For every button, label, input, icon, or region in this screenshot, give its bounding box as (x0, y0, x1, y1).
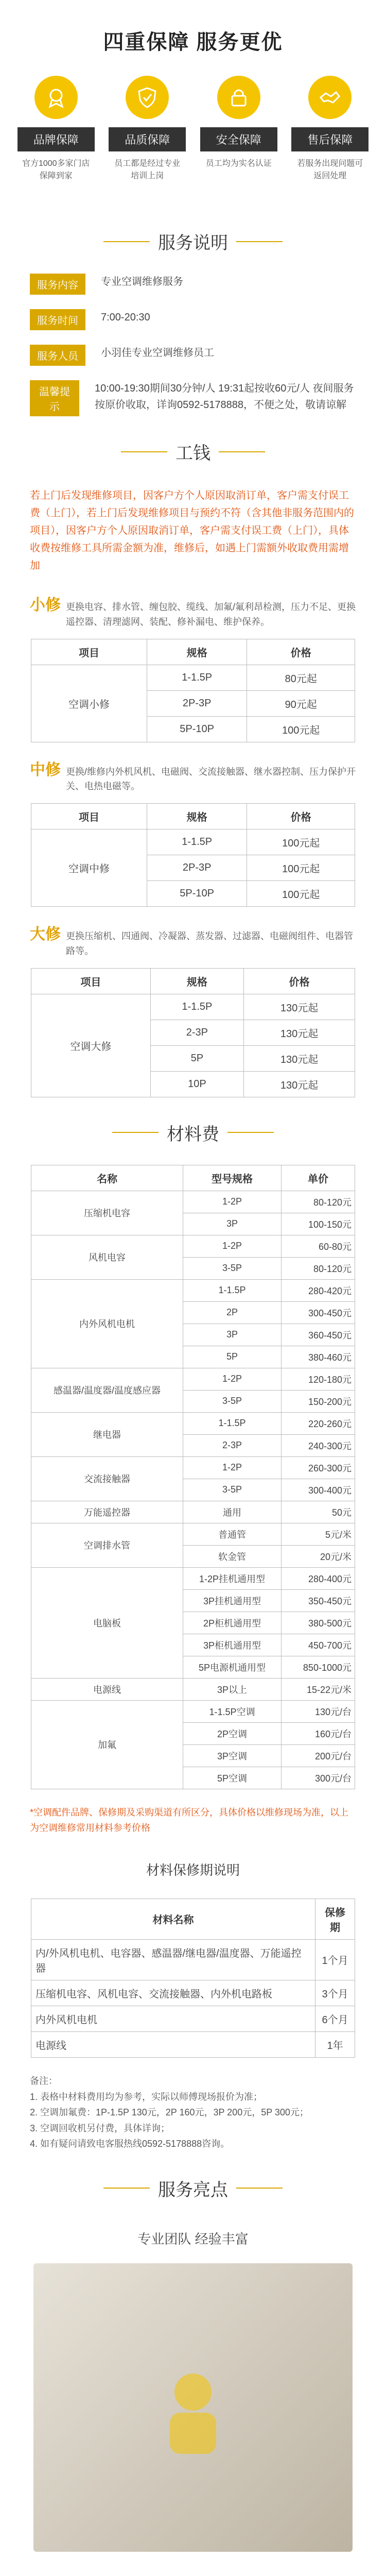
materials-section-title (0, 1105, 386, 1158)
table-cell: 1年 (315, 2031, 355, 2057)
table-cell: 220-260元 (282, 1412, 355, 1434)
price-table-medium (31, 803, 355, 907)
feature-caption (0, 2562, 386, 2576)
table-cell: 内/外风机电机、电容器、感温器/继电器/温度器、万能遥控器 (31, 1939, 315, 1980)
table-cell: 80-120元 (282, 1257, 355, 1279)
table-row (31, 1456, 355, 1479)
table-cell: 100元起 (247, 855, 355, 881)
table-cell: 100元起 (247, 716, 355, 742)
table-header: 规格 (147, 639, 247, 665)
table-row (31, 2006, 355, 2031)
table-row (31, 1523, 355, 1545)
badge-icon (34, 76, 78, 119)
note-line: 1. 表格中材料费用均为参考，实际以师傅现场报价为准； (30, 2091, 263, 2102)
table-row (31, 1700, 355, 1722)
table-cell: 380-500元 (282, 1612, 355, 1634)
table-cell: 感温器/温度器/温度感应器 (31, 1368, 183, 1412)
table-header: 价格 (244, 968, 355, 994)
table-cell: 万能遥控器 (31, 1501, 183, 1523)
table-cell: 100元起 (247, 881, 355, 907)
table-cell: 10P (150, 1071, 243, 1097)
table-cell: 压缩机电容、风机电容、交流接触器、内外机电路板 (31, 1980, 315, 2006)
service-list (0, 266, 386, 423)
feature-photo (33, 2263, 353, 2552)
table-cell: 80-120元 (282, 1191, 355, 1213)
table-cell: 继电器 (31, 1412, 183, 1456)
category-desc: 更换电容、排水管、缠包胶、缆线、加氟/氟利昂检测，压力不足、更换遥控器、清理滤网、装配、修补漏电、维护保养。 (66, 602, 356, 627)
category-name: 中修 (30, 761, 61, 778)
service-val: 专业空调维修服务 (101, 276, 183, 287)
table-header: 项目 (31, 968, 151, 994)
table-row (31, 1501, 355, 1523)
table-cell: 1个月 (315, 1939, 355, 1980)
table-cell: 交流接触器 (31, 1456, 183, 1501)
table-header: 单价 (282, 1165, 355, 1191)
table-cell: 5P (183, 1346, 282, 1368)
table-cell: 350-450元 (282, 1589, 355, 1612)
guarantee-label: 售后保障 (291, 127, 369, 151)
table-cell: 1-2P (183, 1456, 282, 1479)
table-cell: 6个月 (315, 2006, 355, 2031)
table-cell: 3P (183, 1213, 282, 1235)
service-val: 10:00-19:30期间30分钟/人 19:31起按收60元/人 夜间服务按原价收取，详询0592-5178888，不便之处，敬请谅解 (95, 383, 354, 411)
table-cell: 15-22元/米 (282, 1678, 355, 1700)
table-row (31, 1678, 355, 1700)
service-row (0, 302, 386, 337)
guarantee-brand (17, 76, 95, 182)
table-cell: 软金管 (183, 1545, 282, 1567)
service-val: 小羽佳专业空调维修员工 (101, 347, 214, 359)
table-cell: 空调大修 (31, 994, 151, 1097)
guarantee-desc: 员工都是经过专业培训上岗 (114, 159, 181, 180)
table-row (31, 1235, 355, 1257)
table-row (31, 1980, 355, 2006)
warranty-table (31, 1899, 355, 2058)
handshake-icon (308, 76, 352, 119)
table-header: 名称 (31, 1165, 183, 1191)
table-cell: 5P-10P (147, 881, 247, 907)
table-cell: 5P-10P (147, 716, 247, 742)
table-cell: 1-1.5P (183, 1279, 282, 1301)
table-row (31, 1279, 355, 1301)
table-cell: 260-300元 (282, 1456, 355, 1479)
table-cell: 1-2P (183, 1368, 282, 1390)
note-line: 备注： (30, 2075, 58, 2086)
divider (219, 451, 265, 452)
table-cell: 2P-3P (147, 690, 247, 716)
note-line: 2. 空调加氟费：1P-1.5P 130元，2P 160元，3P 200元，5P 300元； (30, 2107, 309, 2118)
table-cell: 100-150元 (282, 1213, 355, 1235)
table-cell: 2P (183, 1301, 282, 1324)
table-cell: 加氟 (31, 1700, 183, 1789)
table-row (31, 1368, 355, 1390)
divider (236, 241, 283, 242)
table-cell: 1-1.5P (147, 829, 247, 855)
guarantee-safety (200, 76, 277, 182)
table-cell: 5P电源机通用型 (183, 1656, 282, 1678)
category-desc: 更换压缩机、四通阀、冷凝器、蒸发器、过滤器、电磁阀组件、电器管路等。 (66, 931, 353, 956)
features-section-title (0, 2160, 386, 2213)
table-header: 保修期 (315, 1899, 355, 1939)
guarantee-label: 品质保障 (109, 127, 186, 151)
table-cell: 空调排水管 (31, 1523, 183, 1567)
table-cell: 280-400元 (282, 1567, 355, 1589)
category-name: 小修 (30, 597, 61, 614)
materials-title: 材料费 (167, 1124, 219, 1144)
service-section-title (0, 213, 386, 266)
table-header: 材料名称 (31, 1899, 315, 1939)
divider (103, 2188, 150, 2189)
table-cell: 90元起 (247, 690, 355, 716)
table-cell: 300-400元 (282, 1479, 355, 1501)
hero-title: 四重保障 服务更优 (103, 31, 283, 54)
table-cell: 20元/米 (282, 1545, 355, 1567)
guarantee-label: 安全保障 (200, 127, 277, 151)
divider (112, 1132, 159, 1133)
table-cell: 1-1.5P (150, 994, 243, 1020)
category-large (0, 914, 386, 961)
service-row (0, 266, 386, 302)
materials-table (31, 1165, 355, 1789)
table-cell: 130元起 (244, 1071, 355, 1097)
note-line: 4. 如有疑问请致电客服热线0592-5178888咨询。 (30, 2139, 230, 2149)
table-cell: 130元起 (244, 994, 355, 1020)
table-cell: 80元起 (247, 665, 355, 690)
guarantee-aftersale (291, 76, 369, 182)
table-cell: 850-1000元 (282, 1656, 355, 1678)
process-section-title (0, 423, 386, 477)
table-cell: 风机电容 (31, 1235, 183, 1279)
table-cell: 1-1.5P (183, 1412, 282, 1434)
service-key: 服务时间 (30, 309, 85, 330)
price-table-large (31, 968, 355, 1097)
shield-icon (126, 76, 169, 119)
table-header: 型号规格 (183, 1165, 282, 1191)
table-cell: 1-1.5P空调 (183, 1700, 282, 1722)
divider (121, 451, 167, 452)
table-cell: 内外风机电机 (31, 2006, 315, 2031)
table-row (31, 2031, 355, 2057)
table-cell: 2P柜机通用型 (183, 1612, 282, 1634)
technician-photo-icon (142, 2356, 244, 2459)
divider (236, 2188, 283, 2189)
table-cell: 160元/台 (282, 1722, 355, 1744)
divider (227, 1132, 274, 1133)
table-cell: 380-460元 (282, 1346, 355, 1368)
table-header: 价格 (247, 804, 355, 829)
table-cell: 压缩机电容 (31, 1191, 183, 1235)
features-title: 服务亮点 (158, 2180, 228, 2200)
table-row (31, 1412, 355, 1434)
table-cell: 2-3P (183, 1434, 282, 1456)
guarantee-label: 品牌保障 (17, 127, 95, 151)
table-header: 项目 (31, 804, 147, 829)
lock-icon (217, 76, 260, 119)
table-header: 项目 (31, 639, 147, 665)
table-header: 规格 (147, 804, 247, 829)
table-cell: 360-450元 (282, 1324, 355, 1346)
table-cell: 240-300元 (282, 1434, 355, 1456)
table-cell: 1-1.5P (147, 665, 247, 690)
service-title: 服务说明 (158, 233, 228, 253)
guarantee-quality (109, 76, 186, 182)
table-cell: 3-5P (183, 1479, 282, 1501)
table-row (31, 1939, 355, 1980)
table-cell: 300-450元 (282, 1301, 355, 1324)
table-cell: 1-2P (183, 1235, 282, 1257)
table-cell: 50元 (282, 1501, 355, 1523)
guarantee-row (0, 76, 386, 213)
table-cell: 2P空调 (183, 1722, 282, 1744)
guarantee-desc: 官方1000多家门店保障到家 (22, 159, 90, 180)
category-desc: 更换/维修内外机风机、电磁阀、交流接触器、继水器控制、压力保护开关、电热电磁等。 (66, 766, 356, 792)
table-cell: 3P以上 (183, 1678, 282, 1700)
divider (103, 241, 150, 242)
table-cell: 120-180元 (282, 1368, 355, 1390)
guarantee-desc: 员工均为实名认证 (205, 159, 272, 168)
materials-footnote: *空调配件品牌、保修期及采购渠道有所区分，具体价格以维修现场为准，以上为空调维修常用材料参考价格 (30, 1807, 349, 1834)
notes-block (0, 2065, 386, 2160)
table-cell: 150-200元 (282, 1390, 355, 1412)
table-cell: 450-700元 (282, 1634, 355, 1656)
table-cell: 3-5P (183, 1257, 282, 1279)
table-cell: 3P空调 (183, 1744, 282, 1767)
table-cell: 130元起 (244, 1045, 355, 1071)
table-cell: 1-2P (183, 1191, 282, 1213)
category-small (0, 585, 386, 632)
table-row (31, 1191, 355, 1213)
table-cell: 3个月 (315, 1980, 355, 2006)
process-notice: 若上门后发现维修项目，因客户方个人原因取消订单，客户需支付误工费（上门），若上门后发现维修项目与预约不符（含其他非服务范围内的项目），因客户方个人原因取消订单，客户需支付误工费（上门），具体收费按维修工具所需金额为准，维修后，如遇上门需额外收取费用需增加 (30, 490, 354, 571)
table-cell: 5元/米 (282, 1523, 355, 1545)
table-cell: 100元起 (247, 829, 355, 855)
guarantee-desc: 若服务出现问题可返回处理 (297, 159, 363, 180)
table-cell: 200元/台 (282, 1744, 355, 1767)
service-val: 7:00-20:30 (101, 312, 150, 323)
price-table-small (31, 639, 355, 742)
table-cell: 5P空调 (183, 1767, 282, 1789)
table-cell: 电源线 (31, 2031, 315, 2057)
table-cell: 电源线 (31, 1678, 183, 1700)
category-name: 大修 (30, 926, 61, 943)
table-cell: 2-3P (150, 1020, 243, 1045)
table-cell: 130元/台 (282, 1700, 355, 1722)
table-cell: 3P (183, 1324, 282, 1346)
service-row (0, 337, 386, 373)
table-cell: 5P (150, 1045, 243, 1071)
table-cell: 60-80元 (282, 1235, 355, 1257)
table-cell: 空调中修 (31, 829, 147, 907)
table-cell: 130元起 (244, 1020, 355, 1045)
category-medium (0, 750, 386, 796)
feature-caption: 专业团队 经验丰富 (137, 2231, 249, 2247)
warranty-title: 材料保修期说明 (146, 1862, 240, 1878)
table-cell: 电脑板 (31, 1567, 183, 1678)
service-key: 服务人员 (30, 345, 85, 366)
table-cell: 3P柜机通用型 (183, 1634, 282, 1656)
table-cell: 通用 (183, 1501, 282, 1523)
table-cell: 1-2P挂机通用型 (183, 1567, 282, 1589)
table-row (31, 1567, 355, 1589)
table-cell: 2P-3P (147, 855, 247, 881)
service-key: 服务内容 (30, 274, 85, 295)
note-line: 3. 空调回收机另付费，具体详询； (30, 2123, 170, 2133)
table-cell: 280-420元 (282, 1279, 355, 1301)
service-key: 温馨提示 (30, 380, 79, 416)
table-cell: 300元/台 (282, 1767, 355, 1789)
table-cell: 普通管 (183, 1523, 282, 1545)
process-title: 工钱 (176, 444, 210, 463)
table-cell: 空调小修 (31, 665, 147, 742)
service-row (0, 373, 386, 423)
table-cell: 3P挂机通用型 (183, 1589, 282, 1612)
table-header: 价格 (247, 639, 355, 665)
table-cell: 内外风机电机 (31, 1279, 183, 1368)
table-cell: 3-5P (183, 1390, 282, 1412)
table-header: 规格 (150, 968, 243, 994)
